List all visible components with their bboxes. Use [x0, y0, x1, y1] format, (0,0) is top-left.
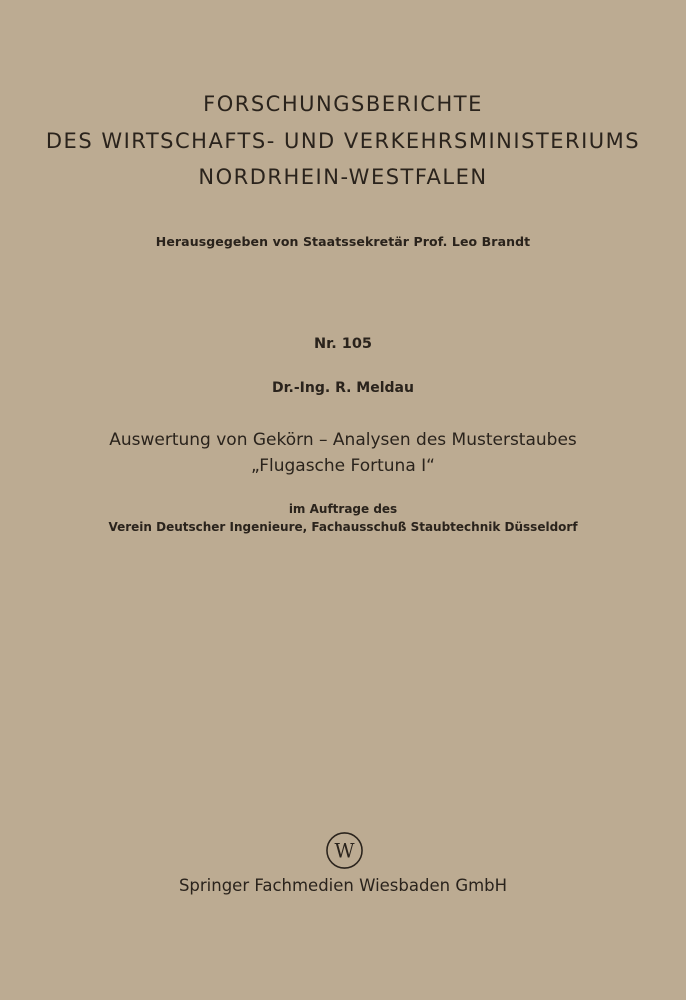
series-title-line-3: NORDRHEIN-WESTFALEN	[198, 165, 488, 189]
springer-w-logo-icon	[325, 831, 364, 870]
logo-letter: W	[334, 839, 355, 863]
report-number: Nr. 105	[313, 336, 373, 352]
editor-line: Herausgegeben von Staatssekretär Prof. Leo Brandt	[155, 234, 531, 249]
series-title-line-1: FORSCHUNGSBERICHTE	[203, 92, 483, 116]
publisher-name: Springer Fachmedien Wiesbaden GmbH	[178, 876, 508, 895]
report-title-line-1: Auswertung von Gekörn – Analysen des Musterstaubes	[109, 430, 577, 450]
author: Dr.-Ing. R. Meldau	[272, 380, 414, 396]
commission-line-2: Verein Deutscher Ingenieure, Fachausschuß Staubtechnik Düsseldorf	[108, 520, 578, 534]
series-title-line-2: DES WIRTSCHAFTS- UND VERKEHRSMINISTERIUMS	[45, 129, 641, 153]
commission-line-1: im Auftrage des	[288, 502, 398, 516]
report-title-line-2: „Flugasche Fortuna I“	[251, 456, 435, 476]
